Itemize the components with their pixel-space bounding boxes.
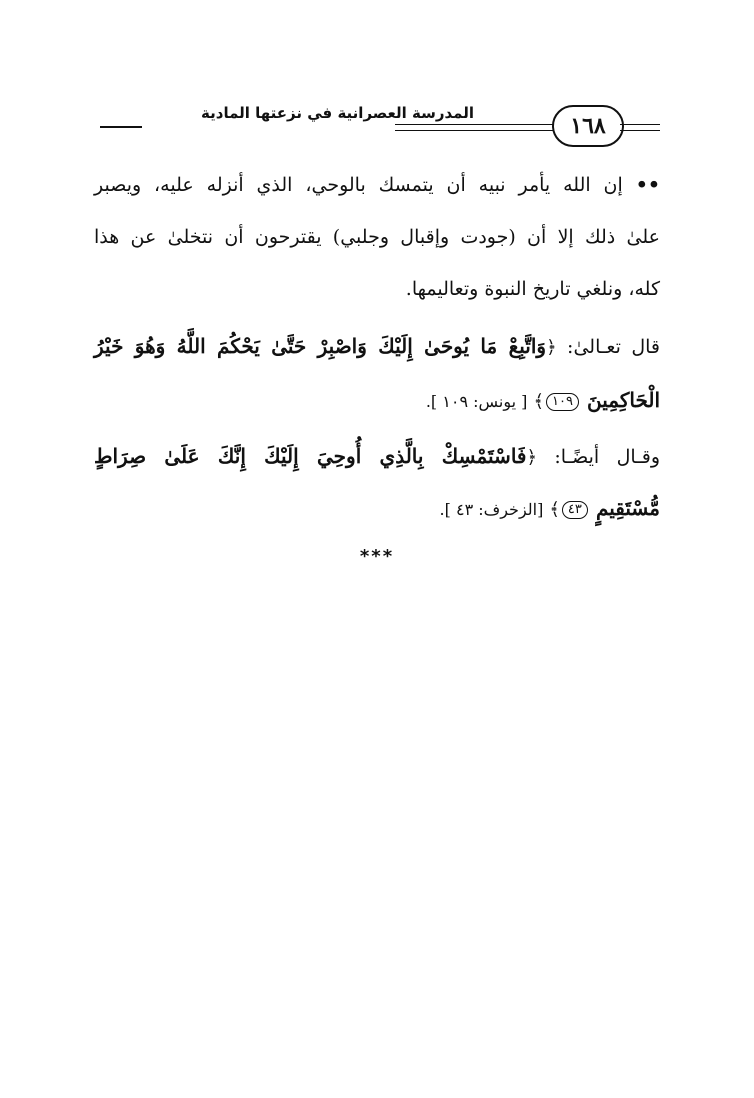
quran-close-bracket: ﴾ <box>549 499 560 520</box>
quran-verse: وَاتَّبِعْ مَا يُوحَىٰ إِلَيْكَ وَاصْبِرْ حَتَّىٰ يَحْكُمَ اللَّهُ وَهُوَ خَيْرُ <box>94 334 547 358</box>
bullet-marker: •• <box>635 174 660 196</box>
quote-intro: وقـال أيضًـا: <box>554 446 660 468</box>
verse-reference: [ يونس: ١٠٩ ]. <box>425 392 528 411</box>
running-title: المدرسة العصرانية في نزعتها المادية <box>201 104 474 122</box>
header-rule-middle <box>395 124 555 131</box>
quran-verse-end: مُّسْتَقِيمٍ <box>595 496 660 520</box>
page-number: ١٦٨ <box>552 105 624 147</box>
paragraph-1-line-3: كله، ونلغي تاريخ النبوة وتعاليمها. <box>405 278 660 300</box>
paragraph-2-line-2 <box>94 388 660 412</box>
page-header <box>100 100 660 160</box>
header-rule-right <box>620 124 660 131</box>
quran-open-bracket: ﴿ <box>546 337 557 358</box>
ayah-number-marker: ٤٣ <box>562 501 588 519</box>
ayah-number-marker: ١٠٩ <box>546 393 579 411</box>
paragraph-2-line-1 <box>94 334 660 358</box>
header-rule-left <box>100 126 142 128</box>
verse-reference: [الزخرف: ٤٣ ]. <box>439 500 544 519</box>
paragraph-3-line-2 <box>94 496 660 520</box>
quote-intro: قال تعـالىٰ: <box>567 336 660 358</box>
section-separator: *** <box>359 546 395 567</box>
quran-verse: فَاسْتَمْسِكْ بِالَّذِي أُوحِيَ إِلَيْكَ إِنَّكَ عَلَىٰ صِرَاطٍ <box>94 444 527 468</box>
paragraph-3-line-1 <box>94 444 660 468</box>
paragraph-1-line-1 <box>94 174 660 196</box>
quran-close-bracket: ﴾ <box>533 391 544 412</box>
quran-verse-end: الْحَاكِمِينَ <box>587 388 660 412</box>
paragraph-1-line-2: علىٰ ذلك إلا أن (جودت وإقبال وجلبي) يقترحون أن نتخلىٰ عن هذا <box>94 226 660 248</box>
paragraph-text: إن الله يأمر نبيه أن يتمسك بالوحي، الذي أنزله عليه، ويصبر <box>94 174 623 196</box>
quran-open-bracket: ﴿ <box>526 447 538 468</box>
